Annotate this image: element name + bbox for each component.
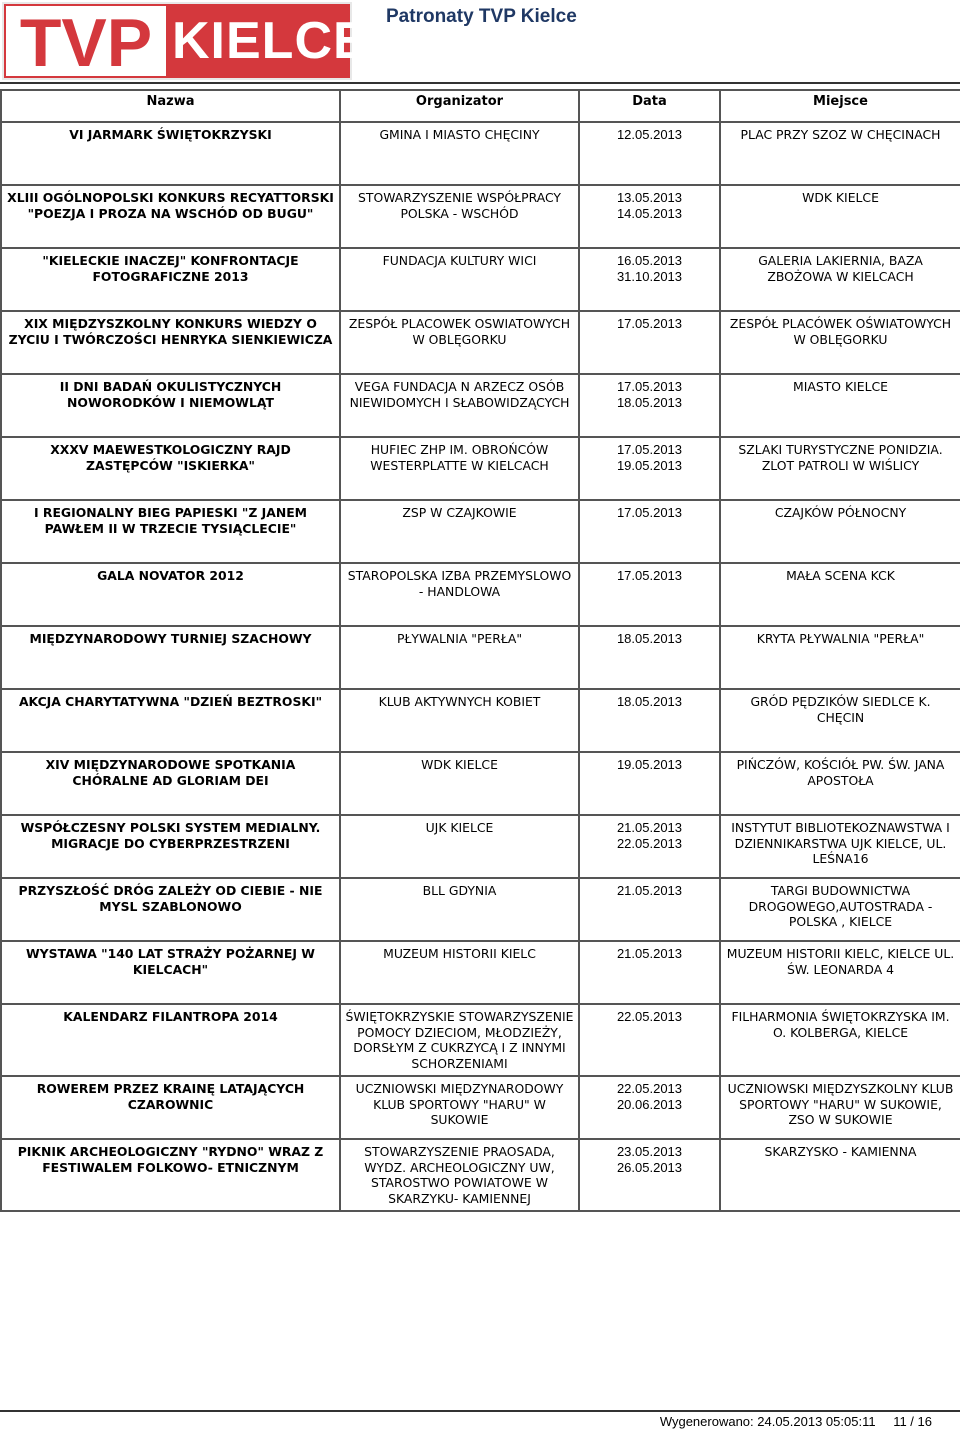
event-place-cell: INSTYTUT BIBLIOTEKOZNAWSTWA I DZIENNIKARSTWA UJK KIELCE, UL. LEŚNA16 [720,815,960,878]
event-organizer-cell: STAROPOLSKA IZBA PRZEMYSLOWO - HANDLOWA [340,563,579,626]
table-row [1,1076,960,1139]
event-name-cell: WSPÓŁCZESNY POLSKI SYSTEM MEDIALNY. MIGRACJE DO CYBERPRZESTRZENI [1,815,340,878]
event-organizer-cell: KLUB AKTYWNYCH KOBIET [340,689,579,752]
column-header-organizer: Organizator [340,90,579,122]
event-date: 21.05.2013 [616,946,683,961]
event-place-cell: WDK KIELCE [720,185,960,248]
event-name-cell: XIX MIĘDZYSZKOLNY KONKURS WIEDZY O ZYCIU I TWÓRCZOŚCI HENRYKA SIENKIEWICZA [1,311,340,374]
event-name-cell: VI JARMARK ŚWIĘTOKRZYSKI [1,122,340,185]
page-footer [646,1414,932,1429]
event-date: 20.06.2013 [616,1096,683,1112]
event-place-cell: GRÓD PĘDZIKÓW SIEDLCE K. CHĘCIN [720,689,960,752]
tvp-logo-mark [6,6,166,76]
event-date-cell [579,1076,720,1139]
event-name-cell: WYSTAWA "140 LAT STRAŻY POŻARNEJ W KIELCACH" [1,941,340,1004]
event-date: 17.05.2013 [616,568,683,583]
events-table [0,89,960,1212]
event-date: 22.05.2013 [616,1009,683,1024]
table-row [1,815,960,878]
event-organizer-cell: ŚWIĘTOKRZYSKIE STOWARZYSZENIE POMOCY DZIECIOM, MŁODZIEŻY, DORSŁYM Z CUKRZYCĄ I Z INNYMI SCHORZENIAMI [340,1004,579,1076]
event-date-cell [579,1004,720,1076]
event-place-cell: FILHARMONIA ŚWIĘTOKRZYSKA IM. O. KOLBERGA, KIELCE [720,1004,960,1076]
event-organizer-cell: PŁYWALNIA "PERŁA" [340,626,579,689]
table-row [1,311,960,374]
event-date-cell [579,500,720,563]
event-date: 22.05.2013 [616,835,683,851]
event-place-cell: SZLAKI TURYSTYCZNE PONIDZIA. ZLOT PATROLI W WIŚLICY [720,437,960,500]
event-name-cell: MIĘDZYNARODOWY TURNIEJ SZACHOWY [1,626,340,689]
event-organizer-cell: STOWARZYSZENIE PRAOSADA, WYDZ. ARCHEOLOGICZNY UW, STAROSTWO POWIATOWE W SKARZYKU- KAMIENNEJ [340,1139,579,1211]
logo-city-text: KIELCE [172,12,369,70]
event-date: 16.05.2013 [616,253,683,268]
table-row [1,1139,960,1211]
table-row [1,122,960,185]
event-place-cell: MIASTO KIELCE [720,374,960,437]
event-organizer-cell: STOWARZYSZENIE WSPÓŁPRACY POLSKA - WSCHÓD [340,185,579,248]
event-date: 17.05.2013 [616,505,683,520]
event-place-cell: PIŃCZÓW, KOŚCIÓŁ PW. ŚW. JANA APOSTOŁA [720,752,960,815]
svg-text:TVP: TVP [19,6,153,76]
table-row [1,185,960,248]
event-date: 17.05.2013 [616,316,683,331]
column-header-date: Data [579,90,720,122]
event-date-cell [579,374,720,437]
event-date-cell [579,941,720,1004]
event-organizer-cell: FUNDACJA KULTURY WICI [340,248,579,311]
event-date-cell [579,248,720,311]
event-date: 19.05.2013 [616,757,683,772]
table-row [1,500,960,563]
event-date-cell [579,689,720,752]
event-date-cell [579,563,720,626]
event-date: 12.05.2013 [616,127,683,142]
event-organizer-cell: UJK KIELCE [340,815,579,878]
page-title: Patronaty TVP Kielce [386,6,577,27]
event-date: 14.05.2013 [616,205,683,221]
event-organizer-cell: BLL GDYNIA [340,878,579,941]
table-row [1,563,960,626]
footer-divider [0,1410,960,1412]
event-date: 19.05.2013 [616,457,683,473]
event-place-cell: UCZNIOWSKI MIĘDZYSZKOLNY KLUB SPORTOWY "HARU" W SUKOWIE, ZSO W SUKOWIE [720,1076,960,1139]
event-date: 17.05.2013 [616,442,683,457]
event-name-cell: XLIII OGÓLNOPOLSKI KONKURS RECYATTORSKI "POEZJA I PROZA NA WSCHÓD OD BUGU" [1,185,340,248]
event-name-cell: ROWEREM PRZEZ KRAINĘ LATAJĄCYCH CZAROWNIC [1,1076,340,1139]
table-row [1,248,960,311]
table-row [1,1004,960,1076]
event-date-cell [579,311,720,374]
page-header [0,0,960,84]
column-header-name: Nazwa [1,90,340,122]
event-organizer-cell: WDK KIELCE [340,752,579,815]
event-organizer-cell: ZSP W CZAJKOWIE [340,500,579,563]
event-place-cell: TARGI BUDOWNICTWA DROGOWEGO,AUTOSTRADA - POLSKA , KIELCE [720,878,960,941]
event-date-cell [579,1139,720,1211]
event-name-cell: GALA NOVATOR 2012 [1,563,340,626]
event-date: 26.05.2013 [616,1159,683,1175]
header-divider [0,82,960,84]
page-number: 11 / 16 [893,1414,932,1429]
table-row [1,878,960,941]
generated-timestamp: Wygenerowano: 24.05.2013 05:05:11 [659,1414,876,1429]
event-date: 18.05.2013 [616,394,683,410]
event-organizer-cell: HUFIEC ZHP IM. OBROŃCÓW WESTERPLATTE W KIELCACH [340,437,579,500]
event-place-cell: MAŁA SCENA KCK [720,563,960,626]
event-organizer-cell: GMINA I MIASTO CHĘCINY [340,122,579,185]
event-name-cell: XXXV MAEWESTKOLOGICZNY RAJD ZASTĘPCÓW "ISKIERKA" [1,437,340,500]
event-date-cell [579,752,720,815]
table-row [1,374,960,437]
event-name-cell: PRZYSZŁOŚĆ DRÓG ZALEŻY OD CIEBIE - NIE MYSL SZABLONOWO [1,878,340,941]
event-date: 31.10.2013 [616,268,683,284]
event-place-cell: CZAJKÓW PÓŁNOCNY [720,500,960,563]
event-place-cell: SKARZYSKO - KAMIENNA [720,1139,960,1211]
table-row [1,689,960,752]
event-organizer-cell: MUZEUM HISTORII KIELC [340,941,579,1004]
event-date: 17.05.2013 [616,379,683,394]
event-name-cell: II DNI BADAŃ OKULISTYCZNYCH NOWORODKÓW I NIEMOWLĄT [1,374,340,437]
event-date: 13.05.2013 [616,190,683,205]
event-name-cell: XIV MIĘDZYNARODOWE SPOTKANIA CHÓRALNE AD GLORIAM DEI [1,752,340,815]
event-organizer-cell: VEGA FUNDACJA N ARZECZ OSÓB NIEWIDOMYCH I SŁABOWIDZĄCYCH [340,374,579,437]
table-row [1,752,960,815]
event-name-cell: AKCJA CHARYTATYWNA "DZIEŃ BEZTROSKI" [1,689,340,752]
event-date-cell [579,437,720,500]
table-row [1,941,960,1004]
table-row [1,437,960,500]
event-place-cell: ZESPÓŁ PLACÓWEK OŚWIATOWYCH W OBLĘGORKU [720,311,960,374]
column-header-place: Miejsce [720,90,960,122]
event-organizer-cell: UCZNIOWSKI MIĘDZYNARODOWY KLUB SPORTOWY "HARU" W SUKOWIE [340,1076,579,1139]
event-place-cell: MUZEUM HISTORII KIELC, KIELCE UL. ŚW. LEONARDA 4 [720,941,960,1004]
event-date: 23.05.2013 [616,1144,683,1159]
event-place-cell: PLAC PRZY SZOZ W CHĘCINACH [720,122,960,185]
events-table-body [1,122,960,1211]
event-name-cell: KALENDARZ FILANTROPA 2014 [1,1004,340,1076]
event-name-cell: "KIELECKIE INACZEJ" KONFRONTACJE FOTOGRAFICZNE 2013 [1,248,340,311]
event-date: 18.05.2013 [616,631,683,646]
tvp-kielce-logo [4,4,369,78]
event-name-cell: PIKNIK ARCHEOLOGICZNY "RYDNO" WRAZ Z FESTIWALEM FOLKOWO- ETNICZNYM [1,1139,340,1211]
event-date: 22.05.2013 [616,1081,683,1096]
event-date-cell [579,815,720,878]
event-name-cell: I REGIONALNY BIEG PAPIESKI "Z JANEM PAWŁEM II W TRZECIE TYSIĄCLECIE" [1,500,340,563]
event-date-cell [579,185,720,248]
table-header-row [1,90,960,122]
event-date-cell [579,122,720,185]
event-organizer-cell: ZESPÓŁ PLACOWEK OSWIATOWYCH W OBLĘGORKU [340,311,579,374]
event-date-cell [579,626,720,689]
event-place-cell: GALERIA LAKIERNIA, BAZA ZBOŻOWA W KIELCACH [720,248,960,311]
table-row [1,626,960,689]
event-place-cell: KRYTA PŁYWALNIA "PERŁA" [720,626,960,689]
event-date: 21.05.2013 [616,883,683,898]
event-date: 18.05.2013 [616,694,683,709]
event-date-cell [579,878,720,941]
event-date: 21.05.2013 [616,820,683,835]
